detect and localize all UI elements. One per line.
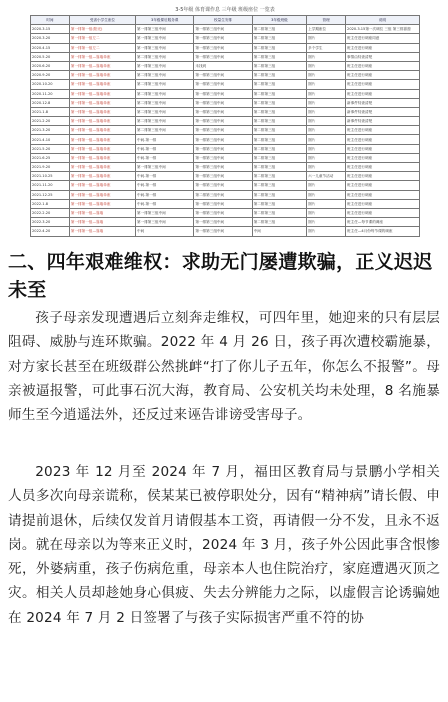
table-cell: 图片 [307,80,346,89]
paragraph-2: 2023 年 12 月至 2024 年 7 月，福田区教育局与景鹏小学相关人员多次向母亲谎称，侯某某已被停职处分，因有“精神病”请长假、申请提前退休，后续仅发首月请假基本工资，再请假一分不发，且永不返岗。就在母亲以为等来正义时，2024 年 3 月，孩子外公因此事含恨惨死，外婆病重，孩子伤病危重，母亲本人也住院治疗，家庭遭遇灭顶之灾。相关人员却趁她身心俱疲、失去分辨能力之际，以虚假言论诱骗她在 2024 年 7 月 2 日签署了与孩子实际损害严重不符的协 [8,464,440,626]
table-cell: 第一排第一组—靠墙单座 [69,71,135,80]
table-cell: 第二排第三组 [252,172,306,181]
table-cell: 图片 [307,126,346,135]
table-cell: 第一排第三组中间 [194,43,252,52]
table-cell: 第一排第三组中间 [194,172,252,181]
column-header: 3年级课后服务课 [136,16,194,25]
table-cell: 第一排第三组中间 [194,218,252,227]
table-row [31,172,420,181]
column-header: 校量生安排 [194,16,252,25]
table-cell: 第一排第一组—靠墙单座 [69,126,135,135]
table-cell: 图片 [307,153,346,162]
table-cell: 第一排第三组中间 [136,25,194,34]
table-row [31,199,420,208]
table-cell: 第一排第三组中间 [194,199,252,208]
table-cell: 第二排第三组 [252,144,306,153]
table-cell: 第一排第三组中间 [194,144,252,153]
table-cell: 多个学生 [307,43,346,52]
table-cell: 第一排第三组中间 [136,61,194,70]
table-cell: 2020.11.20 [31,89,70,98]
table-cell: 图片 [307,34,346,43]
table-cell: 第一排第三组中间 [194,208,252,217]
table-row [31,190,420,199]
table-cell: 第一排第一组—靠墙单座 [69,144,135,153]
table-cell: 中间 [252,227,306,236]
table-cell: 班主任进行调座 [346,181,420,190]
table-cell: 中间-第一排 [136,199,194,208]
table-cell: 2020.3.15 [31,25,70,34]
table-cell: 第二排第三组中间 [136,71,194,80]
table-row [31,227,420,236]
table-cell: 2020.3.20 [31,34,70,43]
table-cell: 图片 [307,144,346,153]
table-cell: 2020.4.15 [31,43,70,52]
column-header: 受害小学生座位 [69,16,135,25]
table-cell: 第一排第三组中间 [194,71,252,80]
table-cell: 新事件待查清楚 [346,98,420,107]
table-row [31,25,420,34]
table-cell: 第一排第三组中间 [136,34,194,43]
table-cell: 班主任进行调座 [346,144,420,153]
table-cell: 第一排第三组中间 [136,208,194,217]
table-row [31,71,420,80]
table-cell: 第二排第三组 [252,61,306,70]
table-cell: 班主任进行调座 [346,61,420,70]
table-cell: 第二排第三组 [252,117,306,126]
table-cell: 2022.3.20 [31,218,70,227]
table-cell: 第二排第三组 [252,153,306,162]
table-cell: 第二排第三组 [252,89,306,98]
table-row [31,163,420,172]
table-cell: 中间-第一排 [136,153,194,162]
table-row [31,52,420,61]
table-cell: 2021.1.8 [31,107,70,116]
table-row [31,117,420,126]
table-cell: 第二排第三组中间 [136,80,194,89]
table-row [31,34,420,43]
table-cell: 第二排第三组 [252,190,306,199]
table-cell: 图片 [307,163,346,172]
table-row [31,144,420,153]
table-cell: 第一排第三组中间 [194,163,252,172]
table-cell: 第二排第三组 [252,135,306,144]
table-cell: 六一儿童节活动 [307,172,346,181]
table-cell: 第一排第三组中间 [194,80,252,89]
table-cell: 第二排第三组 [252,208,306,217]
table-cell: 中间-第一排 [136,190,194,199]
table-cell: 2021.9.20 [31,163,70,172]
table-row [31,107,420,116]
table-row [31,80,420,89]
column-header: 管理 [307,16,346,25]
table-cell: 第一排第一组—靠墙 [69,227,135,236]
table-cell: 第一排第一组—靠墙单座 [69,117,135,126]
table-cell: 第二排第三组 [252,34,306,43]
table-cell: 图片 [307,61,346,70]
table-cell: 图片 [307,190,346,199]
table-cell: 第一排第一组—靠墙单座 [69,181,135,190]
table-cell: 第二排第三组 [252,199,306,208]
section-heading: 二、四年艰难维权：求助无门屡遭欺骗，正义迟迟未至 [8,251,433,301]
column-header: 说明 [346,16,420,25]
table-cell: 2021.6.25 [31,153,70,162]
table-cell: 班主任进行调座 [346,71,420,80]
table-cell: 2021.3.20 [31,126,70,135]
table-cell: 班主任进行调座 [346,190,420,199]
table-cell: 第一排第三组中间 [194,89,252,98]
table-cell: 第一排第一组—靠墙单座 [69,52,135,61]
table-cell: 第一排第三组中间 [194,98,252,107]
table-cell: 第二排第三组 [252,98,306,107]
table-cell: 第二排第三组 [252,163,306,172]
table-row [31,43,420,52]
table-cell: 图片 [307,218,346,227]
table-row [31,153,420,162]
table-cell: 第一排第三组中间 [194,34,252,43]
table-cell: 图片 [307,71,346,80]
table-row [31,89,420,98]
table-cell: 2021.4.10 [31,135,70,144]
table-cell: 第二排第三组 [252,107,306,116]
table-cell: 第二排第三组中间 [136,117,194,126]
table-cell: 中间-第一排 [136,135,194,144]
table-cell: 第一排第三组中间 [136,163,194,172]
table-cell: 第一排第一组—靠墙单座 [69,80,135,89]
table-cell: 班主任进行调座 [346,208,420,217]
table-cell: 图片 [307,89,346,98]
table-cell: 第一排第三组中间 [194,107,252,116]
table-cell: 第一排第三组中间 [136,43,194,52]
table-cell: 第二排第三组 [252,181,306,190]
table-cell: 图片 [307,227,346,236]
table-cell: 2020.9.20 [31,71,70,80]
table-body [31,25,420,236]
table-header-row [31,16,420,25]
table-cell: 第二排第三组中间 [136,107,194,116]
table-cell: 2020.12.8 [31,98,70,107]
table-cell: 班主任进行调座 [346,135,420,144]
column-header: 时间 [31,16,70,25]
table-cell: 第一排第一组—靠墙 [69,218,135,227]
table-cell: 第二排第三组 [252,25,306,34]
table-cell: 第二排第三组 [252,80,306,89]
table-cell: 图片 [307,199,346,208]
table-row [31,98,420,107]
table-cell: 班主任进行调座 [346,126,420,135]
table-cell: 2022.4.20 [31,227,70,236]
table-row [31,61,420,70]
seat-arrangement-table [30,15,420,237]
paragraph-1: 孩子母亲发现遭遇后立刻奔走维权，可四年里，她迎来的只有层层阻碍、威胁与连环欺骗。2022 年 4 月 26 日，孩子再次遭校霸施暴，对方家长甚至在班级群公然挑衅“打了你儿子五年，你怎么不报警”。母亲被逼报警，可此事石沉大海，教育局、公安机关均未处理，8 名施暴师生至今逍遥法外，还反过来诬告诽谤受害母子。 [8,310,440,424]
table-cell: 新事件待查清楚 [346,117,420,126]
table-cell: 第二排第三组 [252,52,306,61]
table-cell: 中间 [136,227,194,236]
table-cell: 2022.2.20 [31,208,70,217]
table-cell: 事情由待查清楚 [346,52,420,61]
table-cell: 第一排第一组—靠墙单座 [69,199,135,208]
table-cell: 第一排第一组—靠墙单座 [69,172,135,181]
table-cell: 图片 [307,98,346,107]
table-cell: 第一排第三组中间 [194,25,252,34]
table-cell: 第一排第一组—靠墙 [69,208,135,217]
table-cell: 第一排第一组—靠墙单座 [69,98,135,107]
seat-arrangement-table-section [30,6,420,237]
table-cell: 班主任—每节课的调座 [346,218,420,227]
table-cell: 第二排第三组中间 [136,89,194,98]
table-cell: 中间-第一排 [136,144,194,153]
table-cell: 上学期座位 [307,25,346,34]
table-cell: 2022.1.8 [31,199,70,208]
table-title: 3-5年级 体育课作息 三年级 班级座位 一览表 [175,7,275,13]
table-cell: 图片 [307,52,346,61]
column-header: 3年级班级 [252,16,306,25]
table-cell: 班主任进行调座 [346,80,420,89]
table-cell: 2021.12.25 [31,190,70,199]
table-cell: 2020.10.20 [31,80,70,89]
table-cell: 第一排第一组—靠墙单座 [69,153,135,162]
table-cell: 图片 [307,208,346,217]
table-cell: 第二排第三组中间 [194,190,252,199]
table-cell: 2020.6.20 [31,61,70,70]
table-cell: 第一排第一组—靠墙单座 [69,107,135,116]
table-cell: 第一排第三组中间 [194,52,252,61]
table-cell: 第二排第三组中间 [136,52,194,61]
table-cell: 班主任进行调座 [346,89,420,98]
table-cell: 班主任—4月份每节课的调座 [346,227,420,236]
table-cell: 第二排第三组 [252,71,306,80]
table-cell: 班主任进行调座 [346,199,420,208]
table-cell: 第一排第三组中间 [194,181,252,190]
table-cell: 第一排第三组中间 [136,218,194,227]
table-cell: 2020.3.15第一次调位 三组 第三排靠窗 [346,25,420,34]
table-cell: 第二排第三组 [252,218,306,227]
table-cell: 第二排第三组中间 [136,98,194,107]
table-cell: 第一排第一组—靠墙单座 [69,89,135,98]
table-cell: 第一排第三组中间 [194,153,252,162]
table-cell: 2021.2.20 [31,117,70,126]
table-cell: 班主任进行调座 [346,153,420,162]
table-cell: 第一排第三组中间 [194,117,252,126]
table-cell: 2020.5.20 [31,52,70,61]
table-cell: 中间-第一排 [136,181,194,190]
table-cell: 第一排第一组—靠墙单座 [69,190,135,199]
table-cell: 班主任进行调座 [346,172,420,181]
table-row [31,135,420,144]
table-cell: 第二排第三组 [252,126,306,135]
table-cell: 第一排第一组—靠墙单座 [69,163,135,172]
table-row [31,208,420,217]
table-cell: 2021.10.25 [31,172,70,181]
table-cell: 图片 [307,107,346,116]
table-cell: 第一排第一组左二 [69,34,135,43]
table-cell: 2021.11.20 [31,181,70,190]
table-cell: 新事件待查清楚 [346,107,420,116]
table-cell: 第一排第一组(阳光) [69,25,135,34]
table-row [31,126,420,135]
table-cell: 未找到 [194,61,252,70]
table-cell: 班主任进行调座 [346,43,420,52]
table-cell: 第一排第一组—靠墙单座 [69,61,135,70]
table-cell: 第二排第三组中间 [136,126,194,135]
table-cell: 第一排第三组中间 [194,135,252,144]
table-cell: 2021.5.20 [31,144,70,153]
table-row [31,181,420,190]
table-cell: 图片 [307,117,346,126]
table-cell: 第一排第三组中间 [194,227,252,236]
table-cell: 第二排第三组 [252,43,306,52]
table-row [31,218,420,227]
table-cell: 第一排第三组中间 [194,126,252,135]
table-cell: 班主任进行调座同意 [346,34,420,43]
table-cell: 第一排第一组—靠墙单座 [69,135,135,144]
table-cell: 图片 [307,181,346,190]
table-cell: 中间-第一排 [136,172,194,181]
table-cell: 班主任进行调座 [346,163,420,172]
table-cell: 图片 [307,135,346,144]
table-cell: 第一排第一组左二 [69,43,135,52]
